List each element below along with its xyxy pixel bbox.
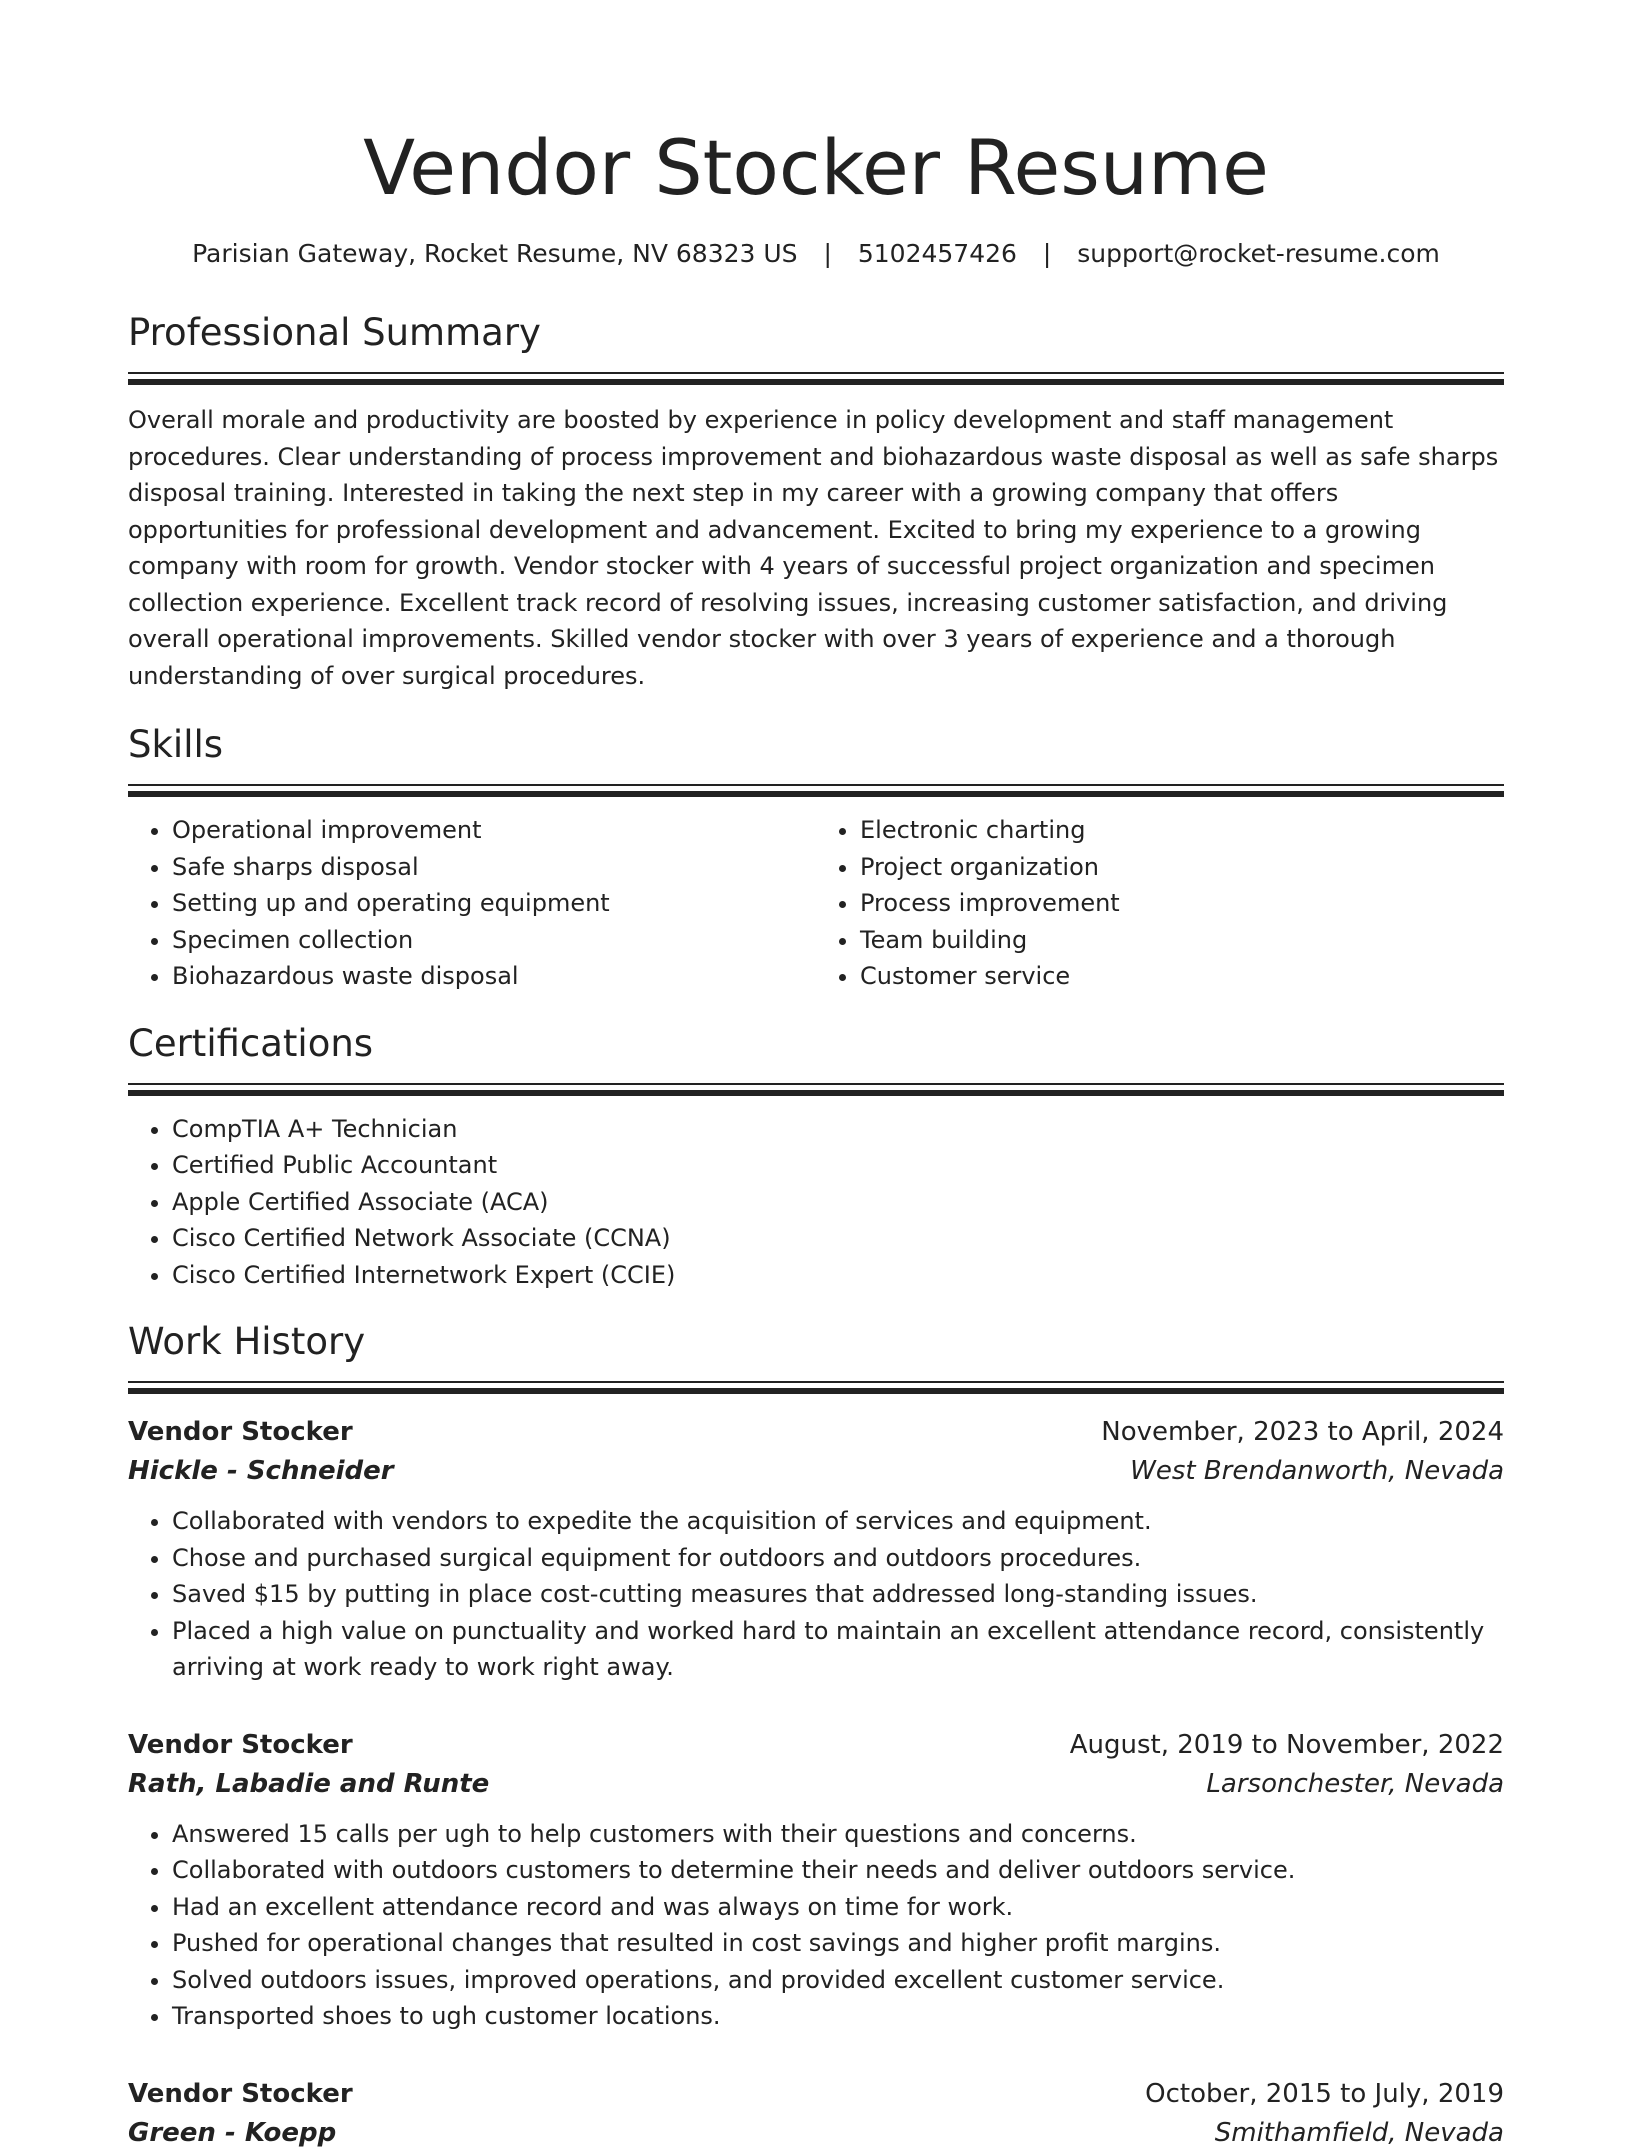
summary-text: Overall morale and productivity are boosted by experience in policy development and staff management procedures. Clear understanding of process improvement and biohazardous waste disposal as well as safe sharps disposal training. Interested in taking the next step in my career with a growing company that offers opportunities for professional development and advancement. Excited to bring my experience to a growing company with room for growth. Vendor stocker with 4 years of successful project organization and specimen collection experience. Excellent track record of resolving issues, increasing customer satisfaction, and driving overall operational improvements. Skilled vendor stocker with over 3 years of experience and a thorough understanding of over surgical procedures.: [128, 406, 1499, 690]
skill-item: • Project organization: [860, 849, 1504, 886]
certification-item: • Cisco Certified Network Associate (CCNA): [172, 1220, 1504, 1257]
job-title: Vendor Stocker: [128, 1729, 353, 1760]
skill-item: • Customer service: [860, 958, 1504, 995]
job-bullets: [128, 1503, 1504, 1686]
job-bullet: • Collaborated with vendors to expedite the acquisition of services and equipment.: [172, 1503, 1504, 1540]
section-divider: [128, 1083, 1504, 1097]
work-history-heading: Work History: [128, 1320, 366, 1363]
job-location: Larsonchester, Nevada: [1206, 1768, 1504, 1799]
skills-heading: Skills: [128, 723, 224, 766]
certification-item: • Certified Public Accountant: [172, 1147, 1504, 1184]
resume-page: [128, 0, 1504, 2153]
skill-item: • Process improvement: [860, 885, 1504, 922]
certification-item: • Cisco Certified Internetwork Expert (CCIE): [172, 1257, 1504, 1294]
job-entry: [128, 1726, 1504, 2035]
job-entry: [128, 1413, 1504, 1686]
job-dates: November, 2023 to April, 2024: [1101, 1417, 1504, 1447]
skill-item: • Electronic charting: [860, 812, 1504, 849]
contact-email[interactable]: support@rocket-resume.com: [1077, 239, 1440, 268]
skills-list-right: [816, 812, 1504, 995]
job-company: Green - Koepp: [128, 2117, 337, 2148]
job-bullet: • Placed a high value on punctuality and worked hard to maintain an excellent attendance record, consistently arriving at work ready to work right away.: [172, 1613, 1504, 1686]
job-bullet: • Collaborated with outdoors customers to determine their needs and deliver outdoors service.: [172, 1852, 1504, 1889]
skill-item: • Setting up and operating equipment: [172, 885, 816, 922]
certification-item: • Apple Certified Associate (ACA): [172, 1184, 1504, 1221]
job-bullets: [128, 1816, 1504, 2035]
skill-item: • Operational improvement: [172, 812, 816, 849]
certifications-section: [128, 1021, 1504, 1294]
job-bullet: • Pushed for operational changes that resulted in cost savings and higher profit margins.: [172, 1925, 1504, 1962]
skills-section: [128, 722, 1504, 995]
contact-address: Parisian Gateway, Rocket Resume, NV 68323 US: [192, 239, 798, 268]
contact-line: [128, 238, 1504, 270]
job-location: Smithamfield, Nevada: [1214, 2117, 1504, 2148]
job-title: Vendor Stocker: [128, 2078, 353, 2109]
skill-item: • Team building: [860, 922, 1504, 959]
job-bullet: • Solved outdoors issues, improved operations, and provided excellent customer service.: [172, 1962, 1504, 1999]
certifications-list: [128, 1111, 1504, 1294]
contact-phone: 5102457426: [857, 239, 1017, 268]
skills-grid: [128, 798, 1504, 995]
skill-item: • Specimen collection: [172, 922, 816, 959]
job-company: Rath, Labadie and Runte: [128, 1768, 490, 1799]
certification-item: • CompTIA A+ Technician: [172, 1111, 1504, 1148]
skills-list-left: [128, 812, 816, 995]
job-location: West Brendanworth, Nevada: [1130, 1456, 1504, 1486]
job-entry: [128, 2075, 1504, 2153]
skill-item: • Safe sharps disposal: [172, 849, 816, 886]
job-bullet: • Had an excellent attendance record and was always on time for work.: [172, 1889, 1504, 1926]
job-bullet: • Saved $15 by putting in place cost-cutting measures that addressed long-standing issues.: [172, 1576, 1504, 1613]
job-dates: October, 2015 to July, 2019: [1145, 2078, 1504, 2109]
section-divider: [128, 784, 1504, 798]
summary-section: [128, 310, 1504, 694]
section-divider: [128, 1381, 1504, 1395]
job-bullet: • Transported shoes to ugh customer locations.: [172, 1998, 1504, 2035]
contact-separator: |: [1042, 239, 1052, 268]
skill-item: • Biohazardous waste disposal: [172, 958, 816, 995]
summary-heading: Professional Summary: [128, 311, 541, 354]
job-bullet: • Answered 15 calls per ugh to help customers with their questions and concerns.: [172, 1816, 1504, 1853]
certifications-heading: Certifications: [128, 1021, 374, 1065]
work-history-section: [128, 1319, 1504, 2153]
resume-title: Vendor Stocker Resume: [363, 123, 1269, 212]
job-dates: August, 2019 to November, 2022: [1069, 1729, 1504, 1760]
job-company: Hickle - Schneider: [128, 1456, 394, 1486]
section-divider: [128, 372, 1504, 386]
job-title: Vendor Stocker: [128, 1417, 353, 1447]
contact-separator: |: [823, 239, 832, 268]
job-bullet: • Chose and purchased surgical equipment for outdoors and outdoors procedures.: [172, 1540, 1504, 1577]
